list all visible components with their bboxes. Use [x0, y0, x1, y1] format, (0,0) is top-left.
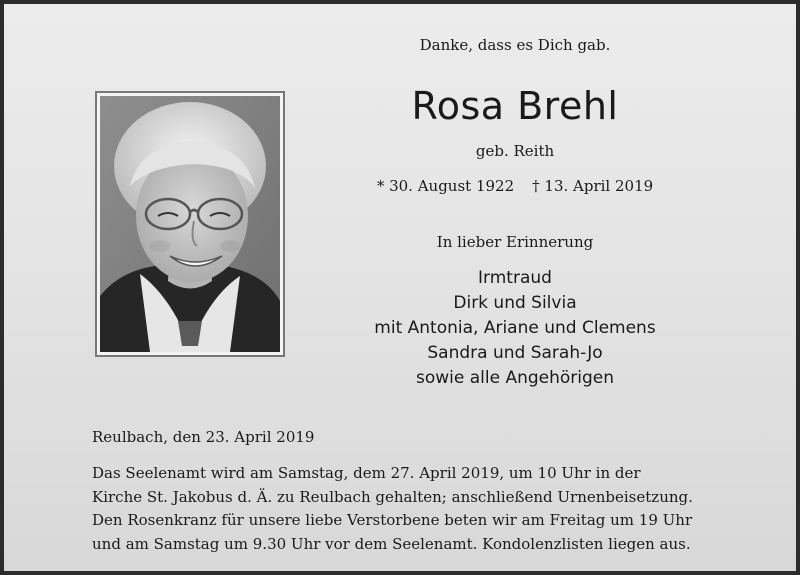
birth-name: geb. Reith [475, 142, 555, 160]
memory-line: In lieber Erinnerung [436, 233, 594, 251]
life-dates [324, 177, 706, 195]
mourner-line: Sandra und Sarah-Jo [427, 343, 603, 363]
mourners-list [324, 266, 706, 391]
motto: Danke, dass es Dich gab. [419, 36, 611, 54]
notice-line: Das Seelenamt wird am Samstag, dem 27. April 2019, um 10 Uhr in der [92, 464, 641, 482]
notice-line: Kirche St. Jakobus d. Ä. zu Reulbach gehalten; anschließend Urnenbeisetzung. [92, 487, 693, 506]
mourner-line: Irmtraud [478, 268, 552, 288]
deceased-name: Rosa Brehl [411, 84, 619, 128]
notice-line: und am Samstag um 9.30 Uhr vor dem Seelenamt. Kondolenzlisten liegen aus. [92, 534, 691, 553]
mourner-line: Dirk und Silvia [453, 293, 577, 313]
mourner-line: mit Antonia, Ariane und Clemens [374, 318, 656, 338]
portrait-image [100, 96, 280, 352]
place-date: Reulbach, den 23. April 2019 [92, 428, 315, 446]
portrait-photo [95, 91, 285, 357]
service-notice [92, 462, 712, 556]
mourner-line: sowie alle Angehörigen [415, 368, 615, 388]
death-date: † 13. April 2019 [532, 177, 654, 195]
birth-date: * 30. August 1922 [376, 177, 515, 195]
notice-line: Den Rosenkranz für unsere liebe Verstorbene beten wir am Freitag um 19 Uhr [92, 511, 693, 529]
